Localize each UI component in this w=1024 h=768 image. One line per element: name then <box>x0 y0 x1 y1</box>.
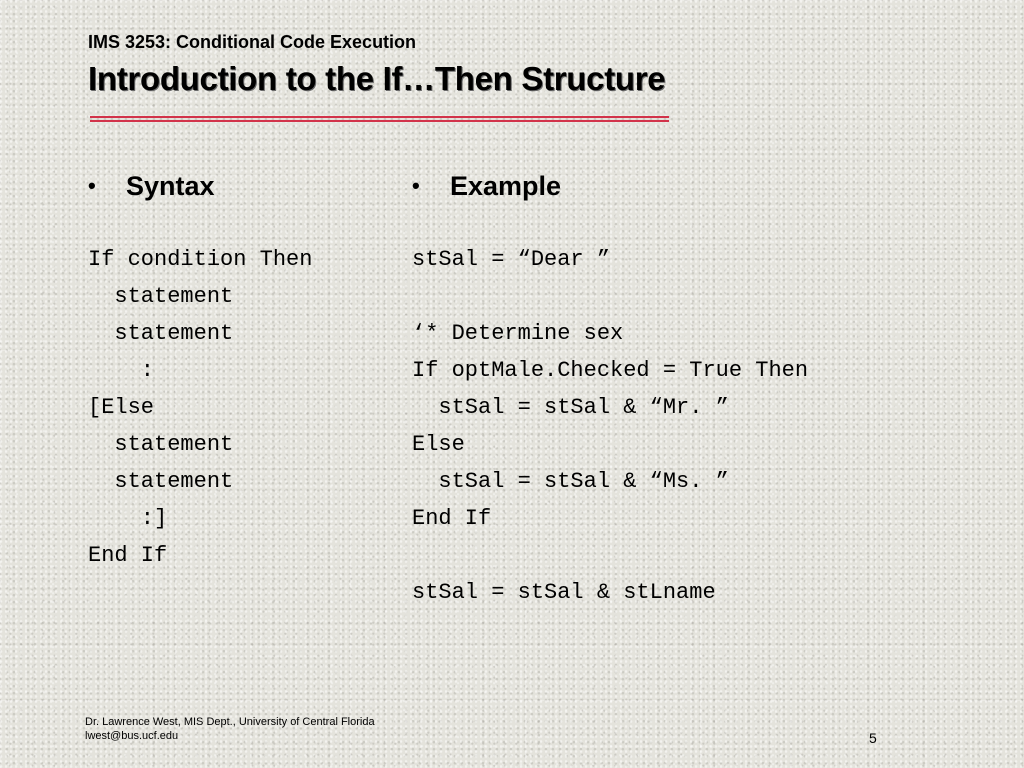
code-line: stSal = stSal & stLname <box>412 580 716 605</box>
syntax-heading: Syntax <box>126 170 215 201</box>
title-underline <box>90 116 669 122</box>
code-line: stSal = “Dear ” <box>412 247 611 272</box>
code-line: End If <box>412 506 492 531</box>
bullet-icon: • <box>88 173 96 198</box>
example-heading-row <box>412 168 561 204</box>
code-line: [Else <box>88 395 155 420</box>
code-line: stSal = stSal & “Mr. ” <box>412 395 729 420</box>
code-line: Else <box>412 432 465 457</box>
syntax-heading-row <box>88 168 215 204</box>
code-line: stSal = stSal & “Ms. ” <box>412 469 729 494</box>
code-line: If optMale.Checked = True Then <box>412 358 809 383</box>
slide-footer <box>85 715 375 743</box>
slide-title: Introduction to the If…Then Structure <box>88 60 666 97</box>
code-line: statement <box>88 469 234 494</box>
code-line: : <box>88 358 155 383</box>
footer-email: lwest@bus.ucf.edu <box>85 730 179 742</box>
code-line: :] <box>88 506 168 531</box>
page-number: 5 <box>869 730 877 746</box>
example-column <box>412 168 561 204</box>
code-line: statement <box>88 284 234 309</box>
syntax-column <box>88 168 215 204</box>
code-line: ‘* Determine sex <box>412 321 624 346</box>
code-line: statement <box>88 432 234 457</box>
example-heading: Example <box>450 170 562 201</box>
code-line: If condition Then <box>88 247 313 272</box>
footer-author: Dr. Lawrence West, MIS Dept., University of Central Florida <box>85 716 375 728</box>
syntax-code-block <box>88 241 312 574</box>
code-line <box>412 278 808 315</box>
code-line <box>412 537 808 574</box>
slide-subtitle: IMS 3253: Conditional Code Execution <box>88 32 417 52</box>
bullet-icon: • <box>412 173 420 198</box>
code-line: End If <box>88 543 168 568</box>
example-code-block <box>412 241 808 611</box>
code-line: statement <box>88 321 234 346</box>
